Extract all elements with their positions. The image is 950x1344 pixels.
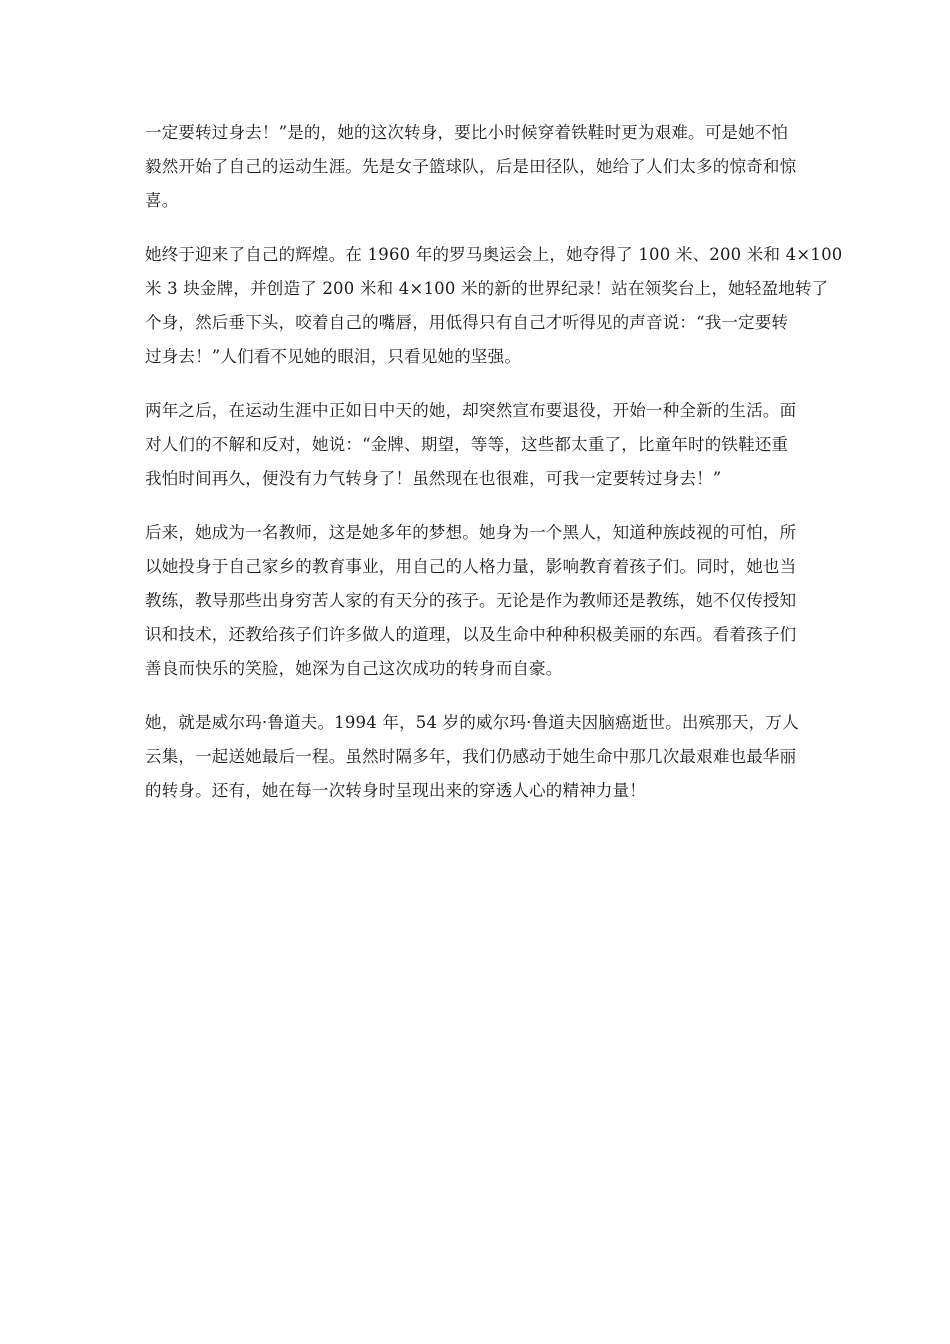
- text-line: 她，就是威尔玛·鲁道夫。1994 年，54 岁的威尔玛·鲁道夫因脑癌逝世。出殡那天，万人: [145, 713, 799, 732]
- text-line: 米 3 块金牌，并创造了 200 米和 4×100 米的新的世界纪录！站在领奖台上，她轻盈地转了: [145, 279, 829, 298]
- text-line: 善良而快乐的笑脸，她深为自己这次成功的转身而自豪。: [145, 659, 563, 678]
- text-line: 教练，教导那些出身穷苦人家的有天分的孩子。无论是作为教师还是教练，她不仅传授知: [145, 591, 797, 610]
- text-line: 后来，她成为一名教师，这是她多年的梦想。她身为一个黑人，知道种族歧视的可怕，所: [145, 523, 797, 542]
- article-body: [145, 116, 843, 828]
- paragraph-5: [145, 706, 811, 808]
- text-line: 个身，然后垂下头，咬着自己的嘴唇，用低得只有自己才听得见的声音说：“我一定要转: [145, 313, 789, 332]
- paragraph-3: [145, 394, 811, 496]
- text-line: 识和技术，还教给孩子们许多做人的道理，以及生命中种种积极美丽的东西。看着孩子们: [145, 625, 797, 644]
- text-line: 对人们的不解和反对，她说：“金牌、期望，等等，这些都太重了，比童年时的铁鞋还重: [145, 435, 789, 454]
- text-line: 一定要转过身去！”是的，她的这次转身，要比小时候穿着铁鞋时更为艰难。可是她不怕: [145, 123, 789, 142]
- paragraph-1: [145, 116, 811, 218]
- paragraph-4: [145, 516, 811, 686]
- text-line: 云集，一起送她最后一程。虽然时隔多年，我们仍感动于她生命中那几次最艰难也最华丽: [145, 747, 797, 766]
- paragraph-2: [145, 238, 843, 374]
- text-line: 的转身。还有，她在每一次转身时呈现出来的穿透人心的精神力量！: [145, 781, 646, 800]
- text-line: 她终于迎来了自己的辉煌。在 1960 年的罗马奥运会上，她夺得了 100 米、200 米和 4×100: [145, 245, 843, 264]
- text-line: 毅然开始了自己的运动生涯。先是女子篮球队，后是田径队，她给了人们太多的惊奇和惊: [145, 157, 797, 176]
- text-line: 喜。: [145, 191, 179, 210]
- text-line: 过身去！”人们看不见她的眼泪，只看见她的坚强。: [145, 347, 522, 366]
- text-line: 以她投身于自己家乡的教育事业，用自己的人格力量，影响教育着孩子们。同时，她也当: [145, 557, 797, 576]
- text-line: 我怕时间再久，便没有力气转身了！虽然现在也很难，可我一定要转过身去！”: [145, 469, 722, 488]
- text-line: 两年之后，在运动生涯中正如日中天的她，却突然宣布要退役，开始一种全新的生活。面: [145, 401, 797, 420]
